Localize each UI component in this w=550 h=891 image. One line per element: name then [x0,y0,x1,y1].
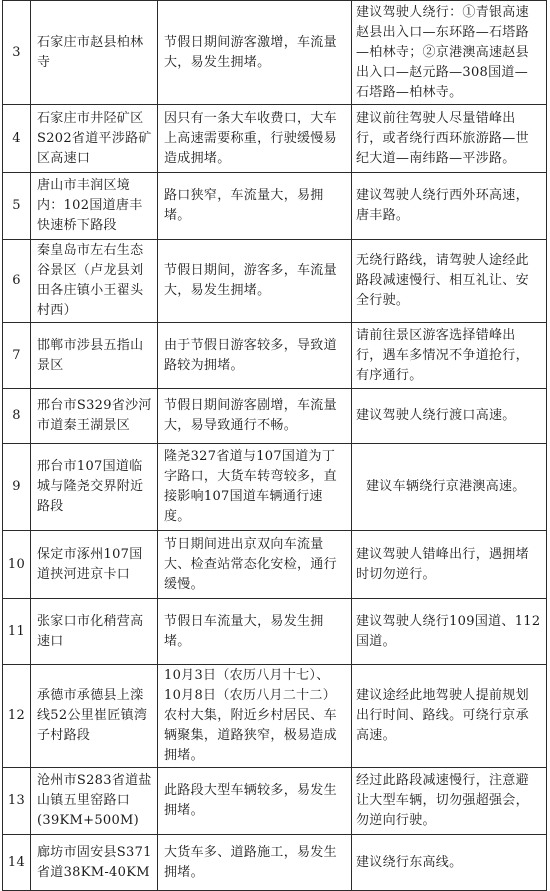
table-row [3,444,547,531]
row-number: 13 [3,768,31,835]
suggestion-cell: 建议驾驶人绕行109国道、112国道。 [352,599,547,665]
suggestion-cell: 经过此路段减速慢行，注意避让大型车辆，切勿强超强会，勿逆向行驶。 [352,768,547,835]
congestion-table [2,0,547,891]
location-cell: 沧州市S283省道盐山镇五里窑路口(39KM+500M) [31,768,158,835]
location-cell: 张家口市化稍营高速口 [31,599,158,665]
row-number: 14 [3,835,31,891]
suggestion-cell: 无绕行路线，请驾驶人途经此路段减速慢行、相互礼让、安全行驶。 [352,240,547,323]
reason-cell: 路口狭窄，车流量大，易拥堵。 [158,173,352,240]
location-cell: 保定市涿州107国道挟河进京卡口 [31,531,158,599]
reason-cell: 节日期间进出京双向车流量大、检查站常态化安检，通行缓慢。 [158,531,352,599]
suggestion-cell: 建议车辆绕行京港澳高速。 [352,444,547,531]
row-number: 8 [3,389,31,444]
reason-cell: 节假日期间，游客多，车流量大，易发生拥堵。 [158,240,352,323]
location-cell: 石家庄市赵县柏林寺 [31,1,158,105]
table-row [3,1,547,105]
reason-cell: 节假日期间游客剧增，车流量大，易导致通行不畅。 [158,389,352,444]
table-row [3,835,547,891]
table-row [3,599,547,665]
table-row [3,665,547,768]
row-number: 5 [3,173,31,240]
suggestion-cell: 建议驾驶人绕行西外环高速，唐丰路。 [352,173,547,240]
location-cell: 承德市承德县上滦线52公里崔匠镇湾子村路段 [31,665,158,768]
row-number: 11 [3,599,31,665]
suggestion-cell: 建议绕行东高线。 [352,835,547,891]
reason-cell: 因只有一条大车收费口，大车上高速需要称重，行驶缓慢易造成拥堵。 [158,105,352,173]
row-number: 3 [3,1,31,105]
location-cell: 唐山市丰润区境内：102国道唐丰快速桥下路段 [31,173,158,240]
row-number: 6 [3,240,31,323]
row-number: 7 [3,323,31,389]
row-number: 10 [3,531,31,599]
table-row [3,240,547,323]
traffic-table-sheet [2,0,546,891]
location-cell: 石家庄市井陉矿区S202省道平涉路矿区高速口 [31,105,158,173]
reason-cell: 节假日期间游客激增，车流量大，易发生拥堵。 [158,1,352,105]
table-row [3,323,547,389]
location-cell: 秦皇岛市左右生态谷景区（卢龙县刘田各庄镇小王翟头村西） [31,240,158,323]
table-row [3,531,547,599]
reason-cell: 此路段大型车辆较多，易发生拥堵。 [158,768,352,835]
table-row [3,768,547,835]
suggestion-cell: 建议驾驶人错峰出行，遇拥堵时切勿逆行。 [352,531,547,599]
reason-cell: 大货车多、道路施工，易发生拥堵。 [158,835,352,891]
row-number: 12 [3,665,31,768]
reason-cell: 隆尧327省道与107国道为丁字路口，大货车转弯较多，直接影响107国道车辆通行速度。 [158,444,352,531]
row-number: 9 [3,444,31,531]
row-number: 4 [3,105,31,173]
suggestion-cell: 建议前往驾驶人尽量错峰出行，或者绕行西环旅游路—世纪大道—南纬路—平涉路。 [352,105,547,173]
reason-cell: 10月3日（农历八月十七）、10月8日（农历八月二十二）农村大集，附近乡村居民、车辆聚集，道路狭窄，极易造成拥堵。 [158,665,352,768]
location-cell: 邢台市S329省沙河市道秦王湖景区 [31,389,158,444]
location-cell: 廊坊市固安县S371省道38KM-40KM [31,835,158,891]
table-row [3,105,547,173]
location-cell: 邯郸市涉县五指山景区 [31,323,158,389]
suggestion-cell: 建议途经此地驾驶人提前规划出行时间、路线。可绕行京承高速。 [352,665,547,768]
suggestion-cell: 请前往景区游客选择错峰出行，遇车多情况不争道抢行，有序通行。 [352,323,547,389]
suggestion-cell: 建议驾驶人绕行渡口高速。 [352,389,547,444]
table-row [3,173,547,240]
location-cell: 邢台市107国道临城与隆尧交界附近路段 [31,444,158,531]
suggestion-cell: 建议驾驶人绕行：①青银高速赵县出入口—东环路—石塔路—柏林寺；②京港澳高速赵县出入口—赵元路—308国道—石塔路—柏林寺。 [352,1,547,105]
reason-cell: 由于节假日游客较多，导致道路较为拥堵。 [158,323,352,389]
table-row [3,389,547,444]
reason-cell: 节假日车流量大，易发生拥堵。 [158,599,352,665]
